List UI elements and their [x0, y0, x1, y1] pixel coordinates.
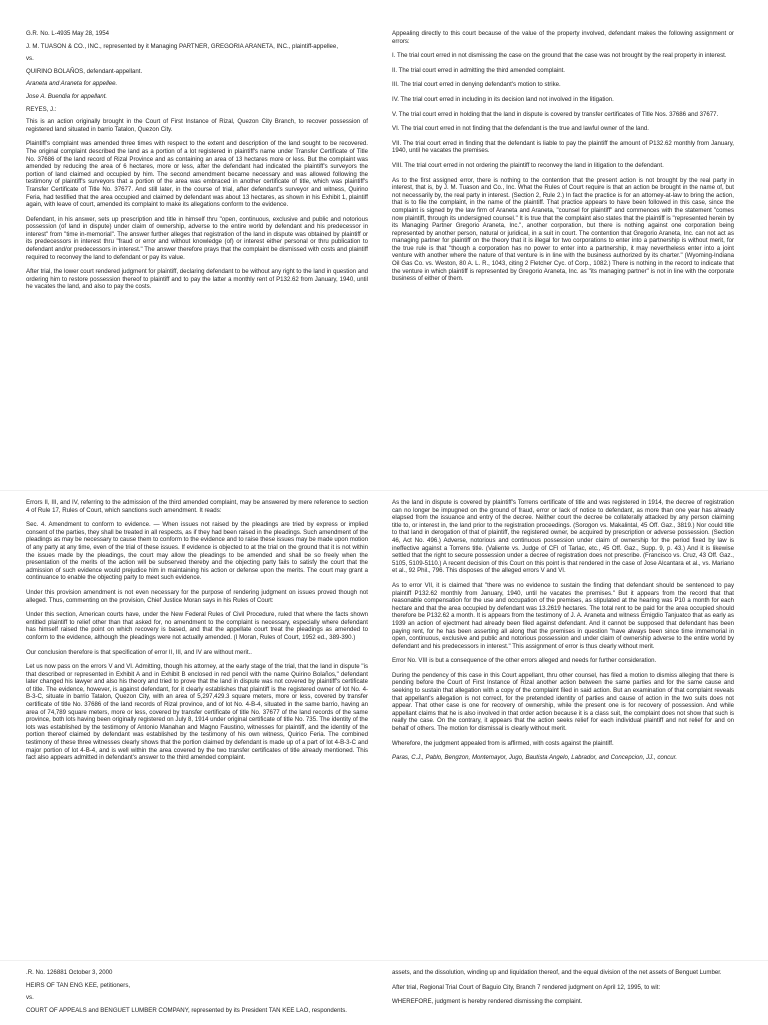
case-header: G.R. No. L-4935 May 28, 1954	[26, 30, 109, 37]
paragraph: assets, and the dissolution, winding up and liquidation thereof, and the equal division of the net assets of Benguet Lumber.	[392, 969, 722, 976]
paragraph: After trial, the lower court rendered judgment for plaintiff, declaring defendant to be without any right to the land in question and ordering him to restore possession thereof to plaintiff and to pay the latter a monthly rent of P132.62 from January, 1940, until he vacates the land, and also to pay the costs.	[26, 268, 368, 291]
versus: vs.	[26, 55, 34, 63]
assigned-error: IV. The trial court erred in including in its decision land not involved in the litigation.	[392, 95, 614, 103]
paragraph: Errors II, III, and IV, referring to the admission of the third amended complaint, may be answered by mere reference to section 4 of Rule 17, Rules of Court, which sanctions such amendment. It reads:	[26, 499, 368, 514]
paragraph: Appealing directly to this court because of the value of the property involved, defendant makes the following assignment or errors:	[392, 30, 734, 45]
case-header: .R. No. 126881 October 3, 2000	[26, 969, 113, 976]
paragraph: As to error VII, it is claimed that "there was no evidence to sustain the finding that defendant should be sentenced to pay plaintiff P132.62 monthly from January, 1940, until he vacates the premises." But it appears from the record that that reasonable compensation for the use and occupation of the premises, as stipulated at the hearing was P10 a month for each hectare and that the area occupied by defendant was 13.2619 hectares. The total rent to be paid for the area occupied should therefore be P132.62 a month. It is appears from the testimony of J. A. Araneta and witness Emigdio Tanjuatco that as early as 1939 an action of ejectment had already been filed against defendant. And it cannot be supposed that defendant has been paying rent, for he has been asserting all along that the premises in question "have always been since time immemorial in open, continuous, exclusive and public and notorious possession and under claim of ownership adverse to the entire world by defendant and his predecessors in interest." This assignment of error is thus clearly without merit.	[392, 581, 734, 650]
assigned-error: V. The trial court erred in holding that the land in dispute is covered by transfer certificates of Title Nos. 37686 and 37677.	[392, 110, 719, 118]
page-3-left-column	[26, 969, 368, 1019]
concurring-justices: Paras, C.J., Pablo, Bengzon, Montemayor, Jugo, Bautista Angelo, Labrador, and Concepcion, JJ., concur.	[392, 754, 678, 762]
paragraph: Error No. VIII is but a consequence of the other errors alleged and needs for further consideration.	[392, 657, 657, 665]
page-3-right-column	[392, 969, 734, 1013]
assigned-error: VIII. The trial court erred in not ordering the plaintiff to reconvey the land in litigation to the defendant.	[392, 161, 664, 169]
versus: vs.	[26, 994, 34, 1002]
plaintiff-caption: J. M. TUASON & CO., INC., represented by it Managing PARTNER, GREGORIA ARANETA, INC., plaintiff-appellee,	[26, 42, 339, 50]
document-page-3	[0, 960, 768, 1025]
paragraph: As to the first assigned error, there is nothing to the contention that the present action is not brought by the real party in interest, that is, by J. M. Tuason and Co., Inc. What the Rules of Court require is that an action be brought in the name of, but not necessarily by, the real party in interest. (Section 2, Rule 2.) In fact the practice is for an attorney-at-law to bring the action, that is to file the complaint, in the name of the plaintiff. That practice appears to have been followed in this case, since the complaint is signed by the law firm of Araneta and Araneta, "counsel for plaintiff" and commences with the statement "comes now plaintiff, through its undersigned counsel." It is true that the complaint also states that the plaintiff is "represented herein by its Managing Partner Gregorio Araneta, Inc.", another corporation, but there is nothing against one corporation being represented by another person, natural or juridical, in a suit in court. The contention that Gregorio Araneta, Inc. can not act as managing partner for plaintiff on the theory that it is illegal for two corporations to enter into a partnership is without merit, for the true rule is that "though a corporation has no power to enter into a partnership, it may nevertheless enter into a joint venture with another where the nature of that venture is in line with the business authorized by its charter." (Wyoming-Indiana Oil Gas Co. vs. Weston, 80 A. L. R., 1043, citing 2 Fletcher Cyc. of Corp., 1082.) There is nothing in the record to indicate that the venture in which plaintiff is represented by Gregorio Araneta, Inc. as "its managing partner" is not in line with the corporate business of either of them.	[392, 176, 734, 283]
assigned-error: II. The trial court erred in admitting the third amended complaint.	[392, 66, 565, 74]
paragraph: This is an action originally brought in the Court of First Instance of Rizal, Quezon City Branch, to recover possession of registered land situated in barrio Tatalon, Quezon City.	[26, 118, 368, 133]
quoted-commentary: Under this section, American courts have, under the New Federal Rules of Civil Procedure, ruled that where the facts shown entitled plaintiff to relief other than that asked for, no amendment to the complaint is necessary, especially where defendant has himself raised the point on which recovery is based, and that the appellate court treat the pleadings as amended to conform to the evidence, although the pleadings were not actually amended. (I Moran, Rules of Court, 1952 ed., 389-390.)	[26, 611, 368, 641]
paragraph: During the pendency of this case in this Court appellant, thru other counsel, has filed a motion to dismiss alleging that there is pending before the Court of First Instance of Rizal another action between the same parties and for the same cause and seeking to sustain that allegation with a copy of the complaint filed in said action. But an examination of that complaint reveals that appellant's allegation is not correct, for the pretended identity of parties and cause of action in the two suits does not appear. That other case is one for recovery of ownership, while the present one is for recovery of possession. And while appellant claims that he is also involved in that order action because it is a class suit, the complaint does not show that such is really the case. On the contrary, it appears that the action seeks relief for each individual plaintiff and not relief for and on behalf of others. The motion for dismissal is clearly without merit.	[392, 671, 734, 733]
paragraph: WHEREFORE, judgment is hereby rendered dismissing the complaint.	[392, 998, 583, 1006]
assigned-error: VII. The trial court erred in finding that the defendant is liable to pay the plaintiff the amount of P132.62 monthly from January, 1940, until he vacates the premises.	[392, 139, 734, 155]
assigned-error: I. The trial court erred in not dismissing the case on the ground that the case was not brought by the real property in interest.	[392, 52, 727, 60]
paragraph: Our conclusion therefore is that specification of error II, III, and IV are without merit..	[26, 648, 252, 656]
paragraph: As the land in dispute is covered by plaintiff's Torrens certificate of title and was registered in 1914, the decree of registration can no longer be impugned on the ground of fraud, error or lack of notice to defendant, as more than one year has already elapsed from the issuance and entry of the decree. Neither court the decree be collaterally attacked by any person claiming title to, or interest in, the land prior to the registration proceedings. (Sorogon vs. Makalintal, 45 Off. Gaz., 3819.) Nor could title to that land in derogation of that of plaintiff, the registered owner, be acquired by prescription or adverse possession. (Section 46, Act No. 496.) Adverse, notorious and continuous possession under claim of ownership for the period fixed by law is ineffective against a Torrens title. (Valiente vs. Judge of CFI of Tarlac, etc., 45 Off. Gaz., Supp. 9, p. 43.) And it is likewise settled that the right to secure possession under a decree of registration does not prescribe. (Francisco vs. Cruz, 43 Off. Gaz., 5105, 5109-5110.) A recent decision of this Court on this point is that rendered in the case of Jose Alcantara et al., vs. Mariano et al., 92 Phil., 796. This disposes of the alleged errors V and VI.	[392, 499, 734, 575]
paragraph: Let us now pass on the errors V and VI. Admitting, though his attorney, at the early stage of the trial, that the land in dispute "is that described or represented in Exhibit A and in Exhibit B enclosed in red pencil with the name Quirino Bolaños," defendant later changed his lawyer and also his theory and tried to prove that the land in dispute was not covered by plaintiff's certificate of title. The evidence, however, is against defendant, for it clearly establishes that plaintiff is the registered owner of lot No. 4-B-3-C, situate in barrio Tatalon, Quezon City, with an area of 5,297,429.3 square meters, more or less, covered by transfer certificate of title No. 37686 of the land records of Rizal province, and of lot No. 4-B-4, situated in the same barrio, having an area of 74,789 square meters, more or less, covered by transfer certificate of title No. 37677 of the land records of the same province, both lots having been originally registered on July 8, 1914 under original certificate of title No. 735. The identity of the lots was established by the testimony of Antonio Manahan and Magno Faustino, witnesses for plaintiff, and the identity of the portion thereof claimed by defendant was established by the testimony of his own witness, Quirico Feria. The combined testimony of these three witnesses clearly shows that the portion claimed by defendant is made up of a part of lot 4-B-3-C and major portion of lot 4-B-4, and is well within the area covered by the two transfer certificates of title already mentioned. This fact also appears admitted in defendant's answer to the third amended complaint.	[26, 663, 368, 762]
paragraph: Plaintiff's complaint was amended three times with respect to the extent and description of the land sought to be recovered. The original complaint described the land as a portion of a lot registered in plaintiff's name under Transfer Certificate of Title No. 37686 of the land record of Rizal Province and as containing an area of 13 hectares more or less. But the complaint was amended by reducing the area of 6 hectares, more or less, after the defendant had indicated the plaintiff's surveyors the portion of land claimed and occupied by him. The second amendment became necessary and was allowed following the testimony of plaintiff's surveyors that a portion of the area was embraced in another certificate of title, which was plaintiff's Transfer Certificate of Title No. 37677. And still later, in the course of trial, after defendant's surveyor and witness, Quirino Feria, had testified that the area occupied and claimed by defendant was about 13 hectares, as shown in his Exhibit 1, plaintiff again, with leave of court, amended its complaint to make its allegations conform to the evidence.	[26, 140, 368, 209]
assigned-error: III. The trial court erred in denying defendant's motion to strike.	[392, 81, 561, 89]
assigned-error: VI. The trial court erred in not finding that the defendant is the true and lawful owner of the land.	[392, 125, 649, 133]
petitioner-caption: HEIRS OF TAN ENG KEE, petitioners,	[26, 981, 131, 989]
paragraph: Defendant, in his answer, sets up prescription and title in himself thru "open, continuous, exclusive and public and notorious possession (of land in dispute) under claim of ownership, adverse to the entire world by defendant and his predecessor in interest" from "time in-memorial". The answer further alleges that registration of the land in dispute was obtained by plaintiff or its predecessors in interest thru "fraud or error and without knowledge (of) or interest either personal or thru publication to defendant and/or predecessors in interest." The answer therefore prays that the complaint be dismissed with costs and plaintiff required to reconvey the land to defendant or pay its value.	[26, 215, 368, 261]
paragraph: After trial, Regional Trial Court of Baguio City, Branch 7 rendered judgment on April 12, 1995, to wit:	[392, 983, 661, 991]
dispositive: Wherefore, the judgment appealed from is affirmed, with costs against the plaintiff.	[392, 739, 614, 747]
ponente: REYES, J.:	[26, 105, 57, 113]
page-1-right-column	[392, 30, 734, 290]
defendant-caption: QUIRINO BOLAÑOS, defendant-appellant.	[26, 67, 143, 75]
counsel-appellee: Araneta and Araneta for appellee.	[26, 80, 118, 88]
document-page-1	[0, 0, 768, 470]
document-page-2	[0, 490, 768, 946]
paragraph: Under this provision amendment is not even necessary for the purpose of rendering judgment on issues proved though not alleged. Thus, commenting on the provision, Chief Justice Moran says in his Rules of Court:	[26, 588, 368, 604]
page-1-left-column	[26, 30, 368, 298]
quoted-rule: Sec. 4. Amendment to conform to evidence. — When issues not raised by the pleadings are tried by express or implied consent of the parties, they shall be treated in all respects, as if they had been raised in the pleadings. Such amendment of the pleadings as may be necessary to cause them to conform to the evidence and to raise these issues may be made upon motion of any party at any time, even of the trial of these issues. If evidence is objected to at the trial on the ground that it is not within the issues made by the pleadings, the court may allow the pleadings to be amended and shall be so freely when the presentation of the merits of the action will be subserved thereby and the objecting party fails to satisfy the court that the admission of such evidence would prejudice him in maintaining his action or defense upon the merits. The court may grant a continuance to enable the objecting party to meet such evidence.	[26, 521, 368, 582]
respondent-caption: COURT OF APPEALS and BENGUET LUMBER COMPANY, represented by its President TAN KEE LAO, respondents.	[26, 1006, 347, 1014]
page-2-right-column	[392, 499, 734, 769]
page-2-left-column	[26, 499, 368, 769]
counsel-appellant: Jose A. Buendia for appellant.	[26, 92, 108, 100]
